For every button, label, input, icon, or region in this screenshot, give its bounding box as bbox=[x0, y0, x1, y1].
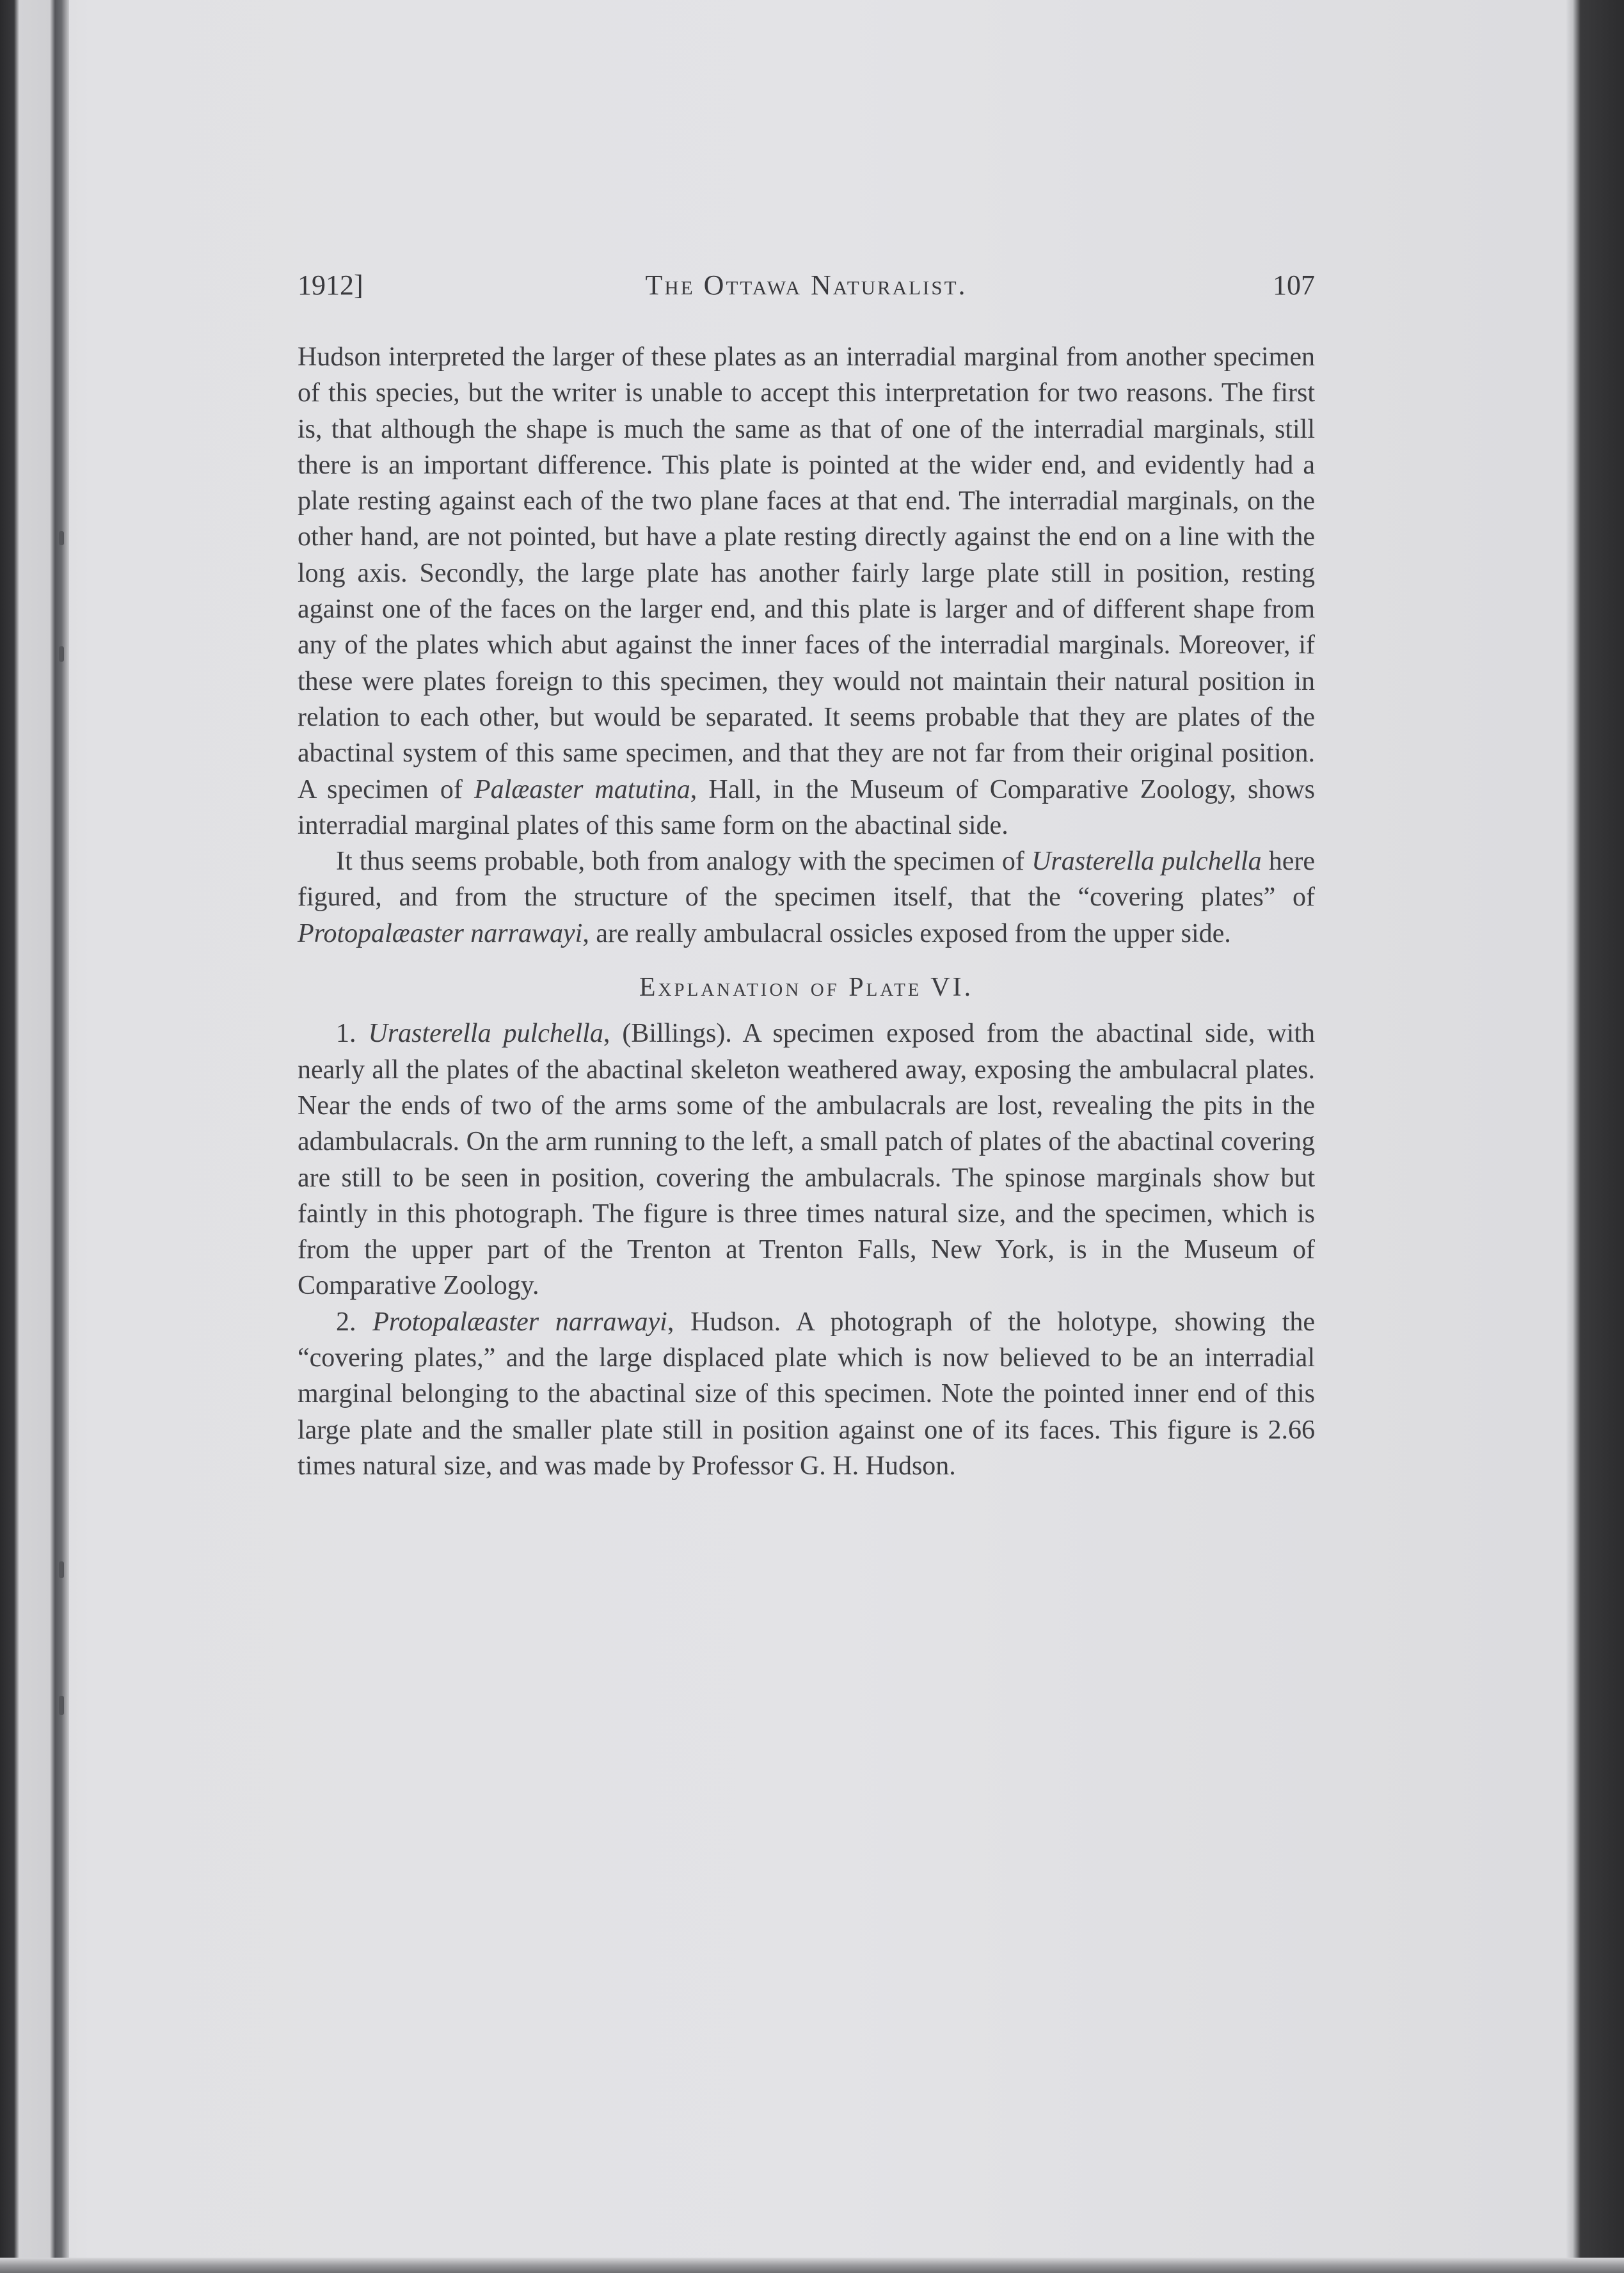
species-name: Protopalæaster narrawayi bbox=[298, 918, 583, 948]
species-name: Palæaster matutina bbox=[474, 774, 690, 804]
margin-mark bbox=[59, 1561, 64, 1578]
paragraph-text: , Hudson. A photograph of the holotype, showing the “covering plates,” and the large displaced plate which is now believed to be an interradial marginal belonging to the abactinal size of this specimen. Note the pointed inner end of this large plate and the smaller plate still in position against one of its faces. This figure is 2.66 times natural size, and was made by Professor G. H. Hudson. bbox=[298, 1307, 1316, 1481]
margin-mark bbox=[59, 1696, 64, 1715]
paragraph-text: Hudson interpreted the larger of these plates as an interradial marginal from another specimen of this species, but the writer is unable to accept this interpretation for two reasons. The first is, that although the shape is much the same as that of one of the interradial marginals, still there is an important difference. This plate is pointed at the wider end, and evidently had a plate resting against each of the two plane faces at that end. The interradial marginals, on the other hand, are not pointed, but have a plate resting directly against the end on a line with the long axis. Secondly, the large plate has another fairly large plate still in position, resting against one of the faces on the larger end, and this plate is larger and of different shape from any of the plates which abut against the inner faces of the interradial marginals. Moreover, if these were plates foreign to this specimen, they would not maintain their natural position in relation to each other, but would be separated. It seems probable that they are plates of the abactinal system of this same specimen, and that they are not far from their original position. A specimen of bbox=[298, 342, 1315, 804]
body-text bbox=[298, 339, 1315, 1484]
running-title: The Ottawa Naturalist. bbox=[645, 269, 967, 301]
species-name: Urasterella pulchella bbox=[368, 1019, 603, 1049]
paragraph-text: It thus seems probable, both from analogy with the specimen of bbox=[336, 847, 1032, 877]
item-number: 1. bbox=[336, 1019, 369, 1049]
margin-mark bbox=[59, 531, 64, 545]
page-number: 107 bbox=[1273, 269, 1315, 301]
species-name: Protopalæaster narrawayi bbox=[372, 1307, 667, 1337]
book-binding-edge bbox=[0, 0, 69, 2273]
species-name: Urasterella pulchella bbox=[1031, 847, 1262, 877]
header-year: 1912] bbox=[298, 269, 363, 301]
item-number: 2. bbox=[336, 1307, 373, 1337]
paragraph-text: here figured, and from the structure of the specimen itself, that the “covering plates” of bbox=[298, 847, 1315, 913]
paragraph bbox=[298, 339, 1315, 843]
paragraph-text: , (Billings). A specimen exposed from the abactinal side, with nearly all the plates of the abactinal skeleton weathered away, exposing the ambulacral plates. Near the ends of two of the arms some of the ambulacrals are lost, revealing the pits in the adambulacrals. On the arm running to the left, a small patch of plates of the abactinal covering are still to be seen in position, covering the ambulacrals. The spinose marginals show but faintly in this photograph. The figure is three times natural size, and the specimen, which is from the upper part of the Trenton at Trenton Falls, New York, is in the Museum of Comparative Zoology. bbox=[298, 1019, 1315, 1301]
paragraph-text: , are really ambulacral ossicles exposed from the upper side. bbox=[582, 918, 1231, 948]
plate-explanation-item bbox=[298, 1304, 1315, 1484]
page-header bbox=[298, 269, 1315, 307]
page-bottom-edge bbox=[0, 2258, 1624, 2273]
section-heading: Explanation of Plate VI. bbox=[639, 973, 974, 1003]
page-edge-shadow bbox=[1566, 0, 1624, 2273]
plate-explanation-item bbox=[298, 1016, 1315, 1304]
paragraph-text: , Hall, in the Museum of Comparative Zoology, shows interradial marginal plates of this same form on the abactinal side. bbox=[298, 774, 1315, 840]
margin-mark bbox=[59, 646, 64, 662]
paragraph bbox=[298, 843, 1315, 952]
